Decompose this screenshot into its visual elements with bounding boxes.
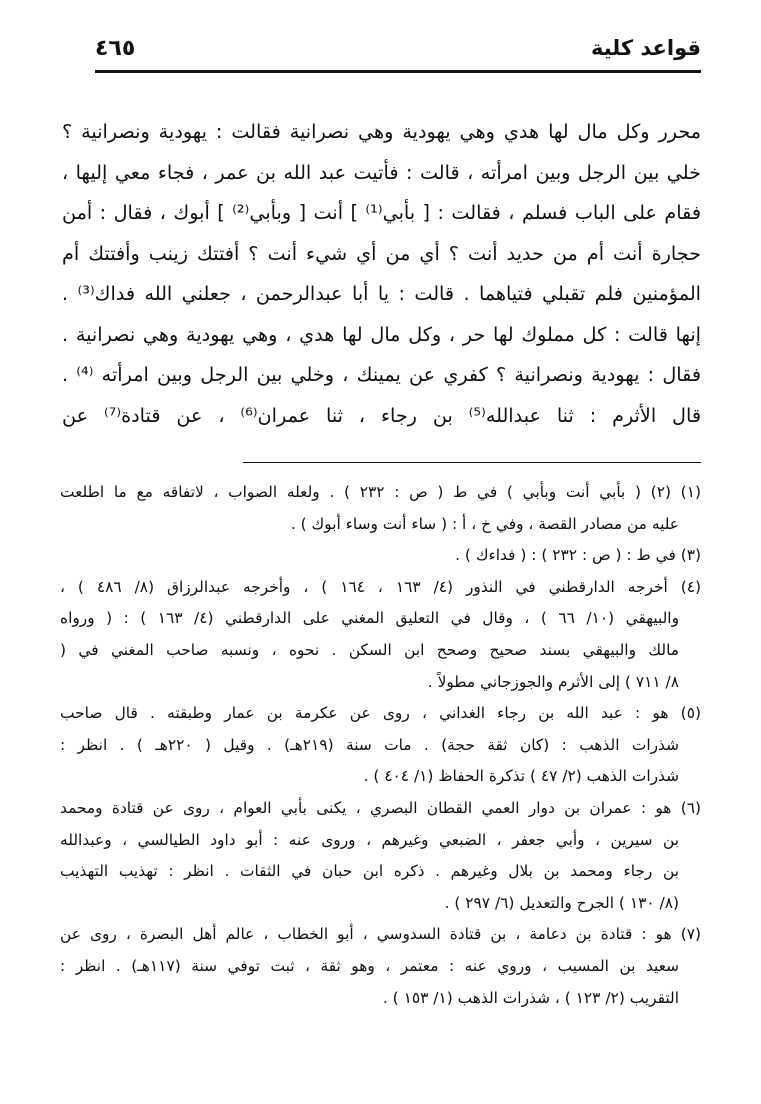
text-line: فقام على الباب فسلم ، فقالت : [ بأبي⁽¹⁾ ] أنت [ وبأبي⁽²⁾ ] أبوك ، فقال : أمن — [62, 201, 702, 224]
footnote — [60, 698, 701, 793]
footnotes — [60, 477, 701, 1014]
footnote — [60, 540, 701, 572]
footnote-line: (٤) أخرجه الدارقطني في النذور (٤/ ١٦٣ ، ١٦٤ ) ، وأخرجه عبدالرزاق (٨/ ٤٨٦ ) ، — [60, 577, 701, 596]
footnote-line: (٧) هو : قتادة بن دعامة ، بن قتادة السدوسي ، أبو الخطاب ، عالم أهل البصرة ، روى عن — [60, 925, 701, 944]
footnote-line: (١) (٢) ( بأبي أنت وبأبي ) في ط ( ص : ٢٣٢ ) . ولعله الصواب ، لاتفاقه مع ما اطلعت — [60, 483, 701, 501]
text-line: حجارة أنت أم من حديد أنت ؟ أي من أي شيء أنت ؟ أفتتك زينب وأفتتك أم — [62, 241, 701, 265]
footnote-line: (٣) في ط : ( ص : ٢٣٢ ) : ( فداءك ) . — [455, 546, 701, 565]
footnote-line: شذرات الذهب (٢/ ٤٧ ) تذكرة الحفاظ (١/ ٤٠٤ ) . — [363, 767, 679, 786]
footnote-line: (٥) هو : عبد الله بن رجاء الغداني ، روى عن عكرمة بن عمار وطبقته . قال صاحب — [60, 704, 701, 723]
footnote — [60, 793, 701, 919]
footnote-line: (٨/ ١٣٠ ) الجرح والتعديل (٦/ ٢٩٧ ) . — [444, 893, 679, 912]
footnote-line: (٦) هو : عمران بن دوار العمي القطان البصري ، يكنى بأبي العوام ، روى عن قتادة ومحمد — [60, 798, 701, 817]
footnote-line: ٨/ ٧١١ ) إلى الأثرم والجوزجاني مطولاً . — [427, 672, 679, 691]
text-line: خلي بين الرجل وبين امرأته ، قالت : فأتيت عبد الله بن عمر ، فجاء معي إليها ، — [62, 160, 701, 184]
footnote-line: سعيد بن المسيب ، وروي عنه : معتمر ، وهو ثقة ، ثبت توفي سنة (١١٧هـ) . انظر : — [60, 956, 679, 975]
footnote-line: والبيهقي (١٠/ ٦٦ ) ، وقال في التعليق المغني على الدارقطني (٤/ ١٦٣ ) : ( ورواه — [60, 609, 680, 628]
text-line: قال الأثرم : ثنا عبدالله⁽⁵⁾ بن رجاء ، ثنا عمران⁽⁶⁾ ، عن قتادة⁽⁷⁾ عن — [62, 403, 701, 427]
footnote — [60, 572, 701, 698]
footnote — [60, 477, 701, 540]
text-line: محرر وكل مال لها هدي وهي يهودية وهي نصرانية فقالت : يهودية ونصرانية ؟ — [62, 120, 701, 143]
footnote-line: بن رجاء ومحمد بن بلال وغيرهم . ذكره ابن حبان في الثقات . انظر : تهذيب التهذيب — [60, 862, 679, 881]
running-title: قواعد كلية — [591, 36, 701, 60]
main-text — [62, 112, 701, 436]
page-header — [95, 30, 701, 73]
text-line: فقال : يهودية ونصرانية ؟ كفري عن يمينك ، وخلي بين الرجل وبين امرأته ⁽⁴⁾ . — [62, 363, 701, 386]
page-number: ٤٦٥ — [95, 36, 136, 61]
footnote-line: عليه من مصادر القصة ، وفي خ ، أ : ( ساء أنت وساء أبوك ) . — [290, 514, 679, 533]
footnote — [60, 919, 701, 1014]
text-line: إنها قالت : كل مملوك لها حر ، وكل مال لها هدي ، وهي يهودية وهي نصرانية . — [62, 322, 701, 346]
footnote-line: بن سيرين ، وأبي جعفر ، الضبعي وغيرهم ، وروى عنه : أبو داود الطيالسي ، وعبدالله — [60, 830, 679, 849]
footnote-line: التقريب (٢/ ١٢٣ ) ، شذرات الذهب (١/ ١٥٣ ) . — [382, 988, 679, 1007]
footnote-divider — [243, 462, 701, 463]
footnote-line: شذرات الذهب : (كان ثقة حجة) . مات سنة (٢١٩هـ) . وقيل ( ٢٢٠هـ ) . انظر : — [60, 735, 680, 754]
footnote-line: مالك والبيهقي بسند صحيح وصحح ابن السكن . نحوه ، ونسبه صاحب المغني في ( — [60, 640, 679, 659]
text-line: المؤمنين فلم تقبلي فتياهما . قالت : يا أبا عبدالرحمن ، جعلني الله فداك⁽³⁾ . — [62, 282, 701, 305]
